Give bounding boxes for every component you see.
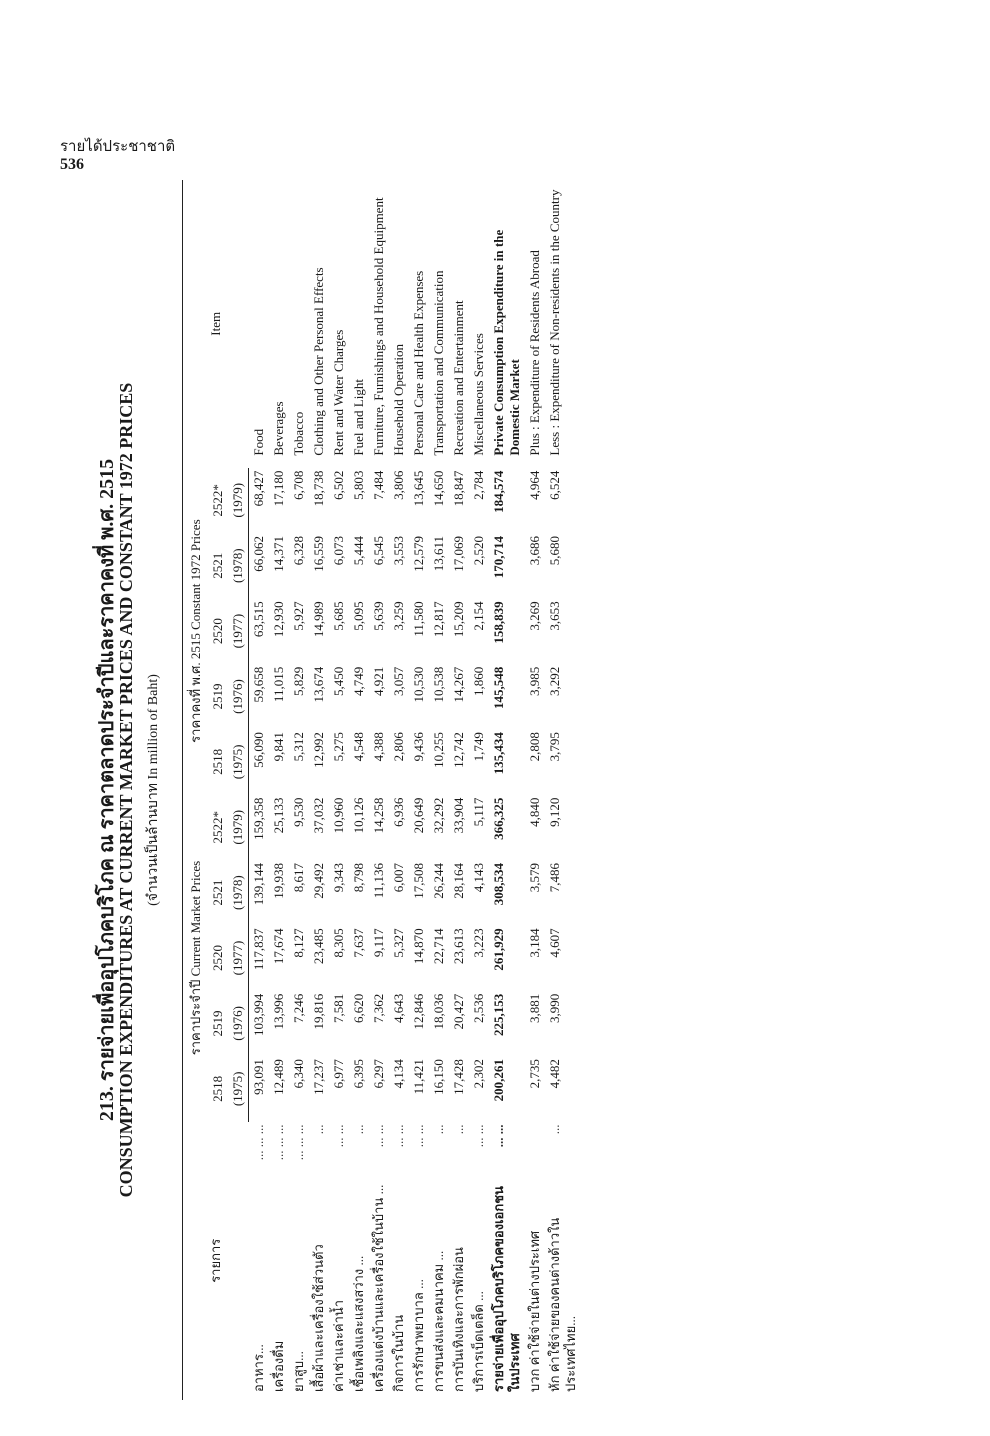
value-cell: 6,007 [391,862,406,893]
value-cell: 3,653 [547,601,562,631]
value-cell: 7,486 [547,862,562,893]
value-cell: 25,133 [271,797,286,834]
row-label-thai: การบันเทิงและการพักผ่อน [451,1247,466,1392]
item-th-header: รายการ [183,1122,249,1400]
value-cell: 13,996 [271,993,286,1030]
row-label-thai: บริการเบ็ดเตล็ด ... [471,1291,486,1392]
value-cell: 6,936 [391,797,406,827]
value-cell: 2,735 [527,1059,542,1089]
value-cell: 16,150 [431,1059,446,1095]
row-label-thai: เชื้อเพลิงและแสงสว่าง ... [351,1255,366,1392]
title-english: CONSUMPTION EXPENDITURES AT CURRENT MARKET PRICES AND CONSTANT 1972 PRICES [116,382,136,1198]
value-cell: 23,485 [311,928,326,965]
year-be-header: 2520 [210,618,225,645]
value-cell: 19,938 [271,862,286,899]
value-cell: 17,508 [411,862,426,899]
value-cell: 14,371 [271,536,286,572]
value-cell: 6,297 [371,1059,386,1089]
value-cell: 5,312 [291,732,306,762]
value-cell: 28,164 [451,862,466,899]
value-cell: 17,069 [451,536,466,572]
value-cell: 3,269 [527,601,542,631]
value-cell: 93,091 [251,1059,266,1095]
value-cell: 2,154 [471,601,486,631]
row-label-thai: รายจ่ายเพื่ออุปโภคบริโภคของเอกชนในประเทศ [491,1186,522,1392]
value-cell: 11,421 [411,1059,426,1095]
value-cell: 14,650 [431,470,446,507]
title-thai: 213. รายจ่ายเพื่ออุปโภคบริโภค ณ ราคาตลาดประจำปีและราคาคงที่ พ.ศ. 2515 [96,458,118,1122]
value-cell: 17,428 [451,1059,466,1095]
table-row [369,180,389,1400]
value-cell: 5,444 [351,536,366,566]
value-cell: 5,275 [331,732,346,762]
constant-prices-header: ราคาคงที่ พ.ศ. 2515 Constant 1972 Prices [183,468,209,795]
table-row [309,180,329,1400]
value-cell: 11,580 [411,601,426,637]
leader-dots: ... [351,1124,366,1135]
row-label-english: Beverages [271,401,286,456]
value-cell: 23,613 [451,928,466,965]
year-ce-header: (1976) [228,991,249,1056]
value-cell: 135,434 [491,732,506,775]
value-cell: 11,136 [371,862,386,899]
value-cell: 9,530 [291,797,306,827]
leader-dots: ... ... [371,1124,386,1148]
value-cell: 225,153 [491,993,506,1036]
row-label-thai: การขนส่งและคมนาคม ... [431,1250,446,1392]
row-label-thai: ยาสูบ... [291,1351,306,1392]
value-cell: 12,742 [451,732,466,768]
value-cell: 6,340 [291,1059,306,1089]
value-cell: 5,639 [371,601,386,631]
leader-dots: ... ... [411,1124,426,1148]
row-label-english: Rent and Water Charges [331,329,346,456]
value-cell: 139,144 [251,862,266,906]
value-cell: 5,450 [331,666,346,697]
value-cell: 17,180 [271,470,286,507]
year-be-header: 2521 [210,879,225,906]
value-cell: 4,749 [351,666,366,697]
value-cell: 9,841 [271,732,286,762]
value-cell: 308,534 [491,862,506,906]
value-cell: 12,846 [411,993,426,1030]
year-ce-header: (1979) [228,468,249,533]
year-ce-header: (1976) [228,664,249,729]
value-cell: 7,362 [371,993,386,1023]
value-cell: 5,095 [351,601,366,631]
value-cell: 6,620 [351,993,366,1023]
value-cell: 18,738 [311,470,326,507]
value-cell: 3,259 [391,601,406,631]
value-cell: 20,427 [451,993,466,1030]
value-cell: 4,921 [371,666,386,697]
value-cell: 66,062 [251,536,266,572]
value-cell: 5,927 [291,601,306,631]
item-en-header: Item [183,180,249,468]
value-cell: 29,492 [311,862,326,899]
value-cell: 11,015 [271,666,286,703]
value-cell: 3,881 [527,993,542,1023]
leader-dots: ... [547,1124,562,1135]
value-cell: 2,302 [471,1059,486,1089]
leader-dots: ... ... [391,1124,406,1148]
leader-dots: ... ... ... [291,1124,306,1161]
value-cell: 3,223 [471,928,486,958]
value-cell: 4,643 [391,993,406,1023]
value-cell: 10,126 [351,797,366,834]
value-cell: 6,545 [371,536,386,566]
value-cell: 1,860 [471,666,486,697]
value-cell: 3,795 [547,732,562,762]
year-ce-header: (1975) [228,729,249,794]
value-cell: 12,992 [311,732,326,768]
value-cell: 2,806 [391,732,406,762]
value-cell: 261,929 [491,928,506,971]
value-cell: 12,817 [431,601,446,638]
value-cell: 18,847 [451,470,466,507]
value-cell: 6,977 [331,1059,346,1089]
value-cell: 7,484 [371,470,386,500]
value-cell: 6,524 [547,470,562,500]
value-cell: 3,990 [547,993,562,1023]
value-cell: 4,964 [527,470,542,500]
table-row [329,180,349,1400]
page-number: 536 [60,156,84,173]
row-label-english: Less : Expenditure of Non-residents in the Country [547,189,562,456]
value-cell: 158,839 [491,601,506,644]
value-cell: 6,708 [291,470,306,500]
value-cell: 8,617 [291,862,306,893]
row-label-english: Miscellaneous Services [471,333,486,456]
value-cell: 12,489 [271,1059,286,1095]
value-cell: 14,870 [411,928,426,965]
expenditure-table [182,180,581,1400]
value-cell: 3,579 [527,862,542,893]
value-cell: 20,649 [411,797,426,834]
table-row [429,180,449,1400]
year-ce-header: (1978) [228,860,249,925]
value-cell: 26,244 [431,862,446,899]
value-cell: 5,680 [547,536,562,566]
row-label-english: Clothing and Other Personal Effects [311,267,326,456]
value-cell: 37,032 [311,797,326,834]
row-label-thai: อาหาร... [250,1344,266,1392]
year-be-header: 2519 [210,1010,225,1037]
value-cell: 17,674 [271,928,286,965]
value-cell: 12,930 [271,601,286,638]
value-cell: 59,658 [251,666,266,703]
value-cell: 5,829 [291,666,306,697]
value-cell: 56,090 [251,732,266,768]
row-label-english: Fuel and Light [351,379,366,456]
row-label-thai: กิจการในบ้าน [391,1314,406,1392]
row-label-english: Household Operation [391,344,406,456]
row-label-english: Personal Care and Health Expenses [411,270,426,456]
unit-note: (จำนวนเป็นล้านบาท In million of Baht) [146,674,161,906]
leader-dots: ... ... ... [250,1124,266,1161]
value-cell: 14,989 [311,601,326,638]
value-cell: 6,073 [331,536,346,566]
table-row [269,180,289,1400]
value-cell: 184,574 [491,470,506,513]
value-cell: 6,502 [331,470,346,500]
row-label-english: Tobacco [291,411,306,456]
value-cell: 159,358 [251,797,266,840]
value-cell: 13,611 [431,536,446,572]
value-cell: 5,685 [331,601,346,631]
value-cell: 4,840 [527,797,542,827]
value-cell: 6,395 [351,1059,366,1089]
value-cell: 8,798 [351,862,366,893]
value-cell: 13,674 [311,666,326,703]
value-cell: 4,607 [547,928,562,958]
value-cell: 6,328 [291,536,306,566]
year-ce-header: (1978) [228,533,249,598]
value-cell: 5,327 [391,928,406,958]
value-cell: 2,520 [471,536,486,566]
table-row [525,180,545,1400]
value-cell: 10,530 [411,666,426,703]
value-cell: 200,261 [491,1059,506,1102]
value-cell: 7,637 [351,928,366,958]
year-be-header: 2522* [210,811,225,844]
value-cell: 2,536 [471,993,486,1023]
value-cell: 12,579 [411,536,426,572]
year-ce-header: (1979) [228,795,249,860]
row-label-thai: หัก ค่าใช้จ่ายของคนต่างด้าวในประเทศไทย... [547,1217,578,1392]
value-cell: 7,581 [331,993,346,1023]
value-cell: 3,292 [547,666,562,697]
table-row [409,180,429,1400]
year-be-header: 2518 [210,748,225,775]
leader-dots: ... ... ... [271,1124,286,1161]
leader-dots: ... [451,1124,466,1135]
value-cell: 170,714 [491,536,506,579]
value-cell: 68,427 [251,470,266,507]
value-cell: 9,120 [547,797,562,827]
value-cell: 4,482 [547,1059,562,1089]
value-cell: 19,816 [311,993,326,1030]
rotated-table-page [90,180,950,1400]
value-cell: 15,209 [451,601,466,638]
value-cell: 5,803 [351,470,366,500]
row-label-thai: การรักษาพยาบาล ... [411,1279,426,1392]
value-cell: 4,548 [351,732,366,762]
value-cell: 4,388 [371,732,386,762]
leader-dots: ... [311,1124,326,1135]
row-label-english: Food [250,428,266,456]
value-cell: 10,538 [431,666,446,703]
value-cell: 18,036 [431,993,446,1030]
table-row [489,180,525,1400]
value-cell: 14,258 [371,797,386,834]
year-ce-header: (1977) [228,598,249,663]
row-label-thai: ค่าเช่าและค่าน้ำ [331,1299,346,1392]
value-cell: 366,325 [491,797,506,840]
row-label-english: Furniture, Furnishings and Household Equipment [371,197,386,456]
row-label-english: Recreation and Entertainment [451,300,466,456]
table-row [389,180,409,1400]
value-cell: 16,559 [311,536,326,572]
value-cell: 8,127 [291,928,306,958]
table-row [289,180,309,1400]
year-be-header: 2522* [210,484,225,517]
value-cell: 17,237 [311,1059,326,1095]
year-be-header: 2520 [210,945,225,972]
value-cell: 14,267 [451,666,466,703]
value-cell: 33,904 [451,797,466,834]
value-cell: 63,515 [251,601,266,638]
value-cell: 5,117 [471,797,486,827]
value-cell: 32,292 [431,797,446,834]
value-cell: 8,305 [331,928,346,958]
leader-dots [525,1122,545,1174]
value-cell: 3,184 [527,928,542,958]
row-label-english: Plus : Expenditure of Residents Abroad [527,250,542,456]
table-row [449,180,469,1400]
value-cell: 3,686 [527,536,542,566]
year-ce-header: (1977) [228,925,249,990]
value-cell: 9,117 [371,928,386,958]
current-prices-header: ราคาประจำปี Current Market Prices [183,795,209,1122]
row-label-english: Private Consumption Expenditure in the Domestic Market [491,229,522,456]
leader-dots: ... [431,1124,446,1135]
value-cell: 1,749 [471,732,486,762]
leader-dots: ... ... [331,1124,346,1148]
year-ce-header: (1975) [228,1056,249,1121]
year-be-header: 2521 [210,552,225,579]
leader-dots: ... ... [471,1124,486,1148]
row-label-thai: เครื่องดื่ม [271,1340,286,1392]
value-cell: 22,714 [431,928,446,965]
value-cell: 3,985 [527,666,542,697]
value-cell: 9,436 [411,732,426,762]
table-row [469,180,489,1400]
leader-dots: ... ... [491,1124,506,1148]
row-label-thai: เสื้อผ้าและเครื่องใช้ส่วนตัว [311,1244,326,1392]
value-cell: 117,837 [251,928,266,971]
value-cell: 145,548 [491,666,506,710]
value-cell: 2,808 [527,732,542,762]
row-label-english: Transportation and Communication [431,270,446,456]
value-cell: 4,134 [391,1059,406,1089]
row-label-thai: บวก ค่าใช้จ่ายในต่างประเทศ [527,1230,542,1392]
table-row [249,180,270,1400]
value-cell: 3,806 [391,470,406,500]
value-cell: 3,057 [391,666,406,697]
running-header: รายได้ประชาชาติ [60,139,176,155]
value-cell: 9,343 [331,862,346,893]
table-row [349,180,369,1400]
value-cell: 10,255 [431,732,446,768]
value-cell: 4,143 [471,862,486,893]
value-cell: 3,553 [391,536,406,566]
value-cell: 2,784 [471,470,486,500]
row-label-thai: เครื่องแต่งบ้านและเครื่องใช้ในบ้าน ... [371,1184,386,1392]
year-be-header: 2518 [210,1075,225,1102]
value-cell: 13,645 [411,470,426,507]
value-cell: 10,960 [331,797,346,834]
value-cell: 103,994 [251,993,266,1036]
table-row [545,180,581,1400]
value-cell: 7,246 [291,993,306,1023]
year-be-header: 2519 [210,683,225,710]
